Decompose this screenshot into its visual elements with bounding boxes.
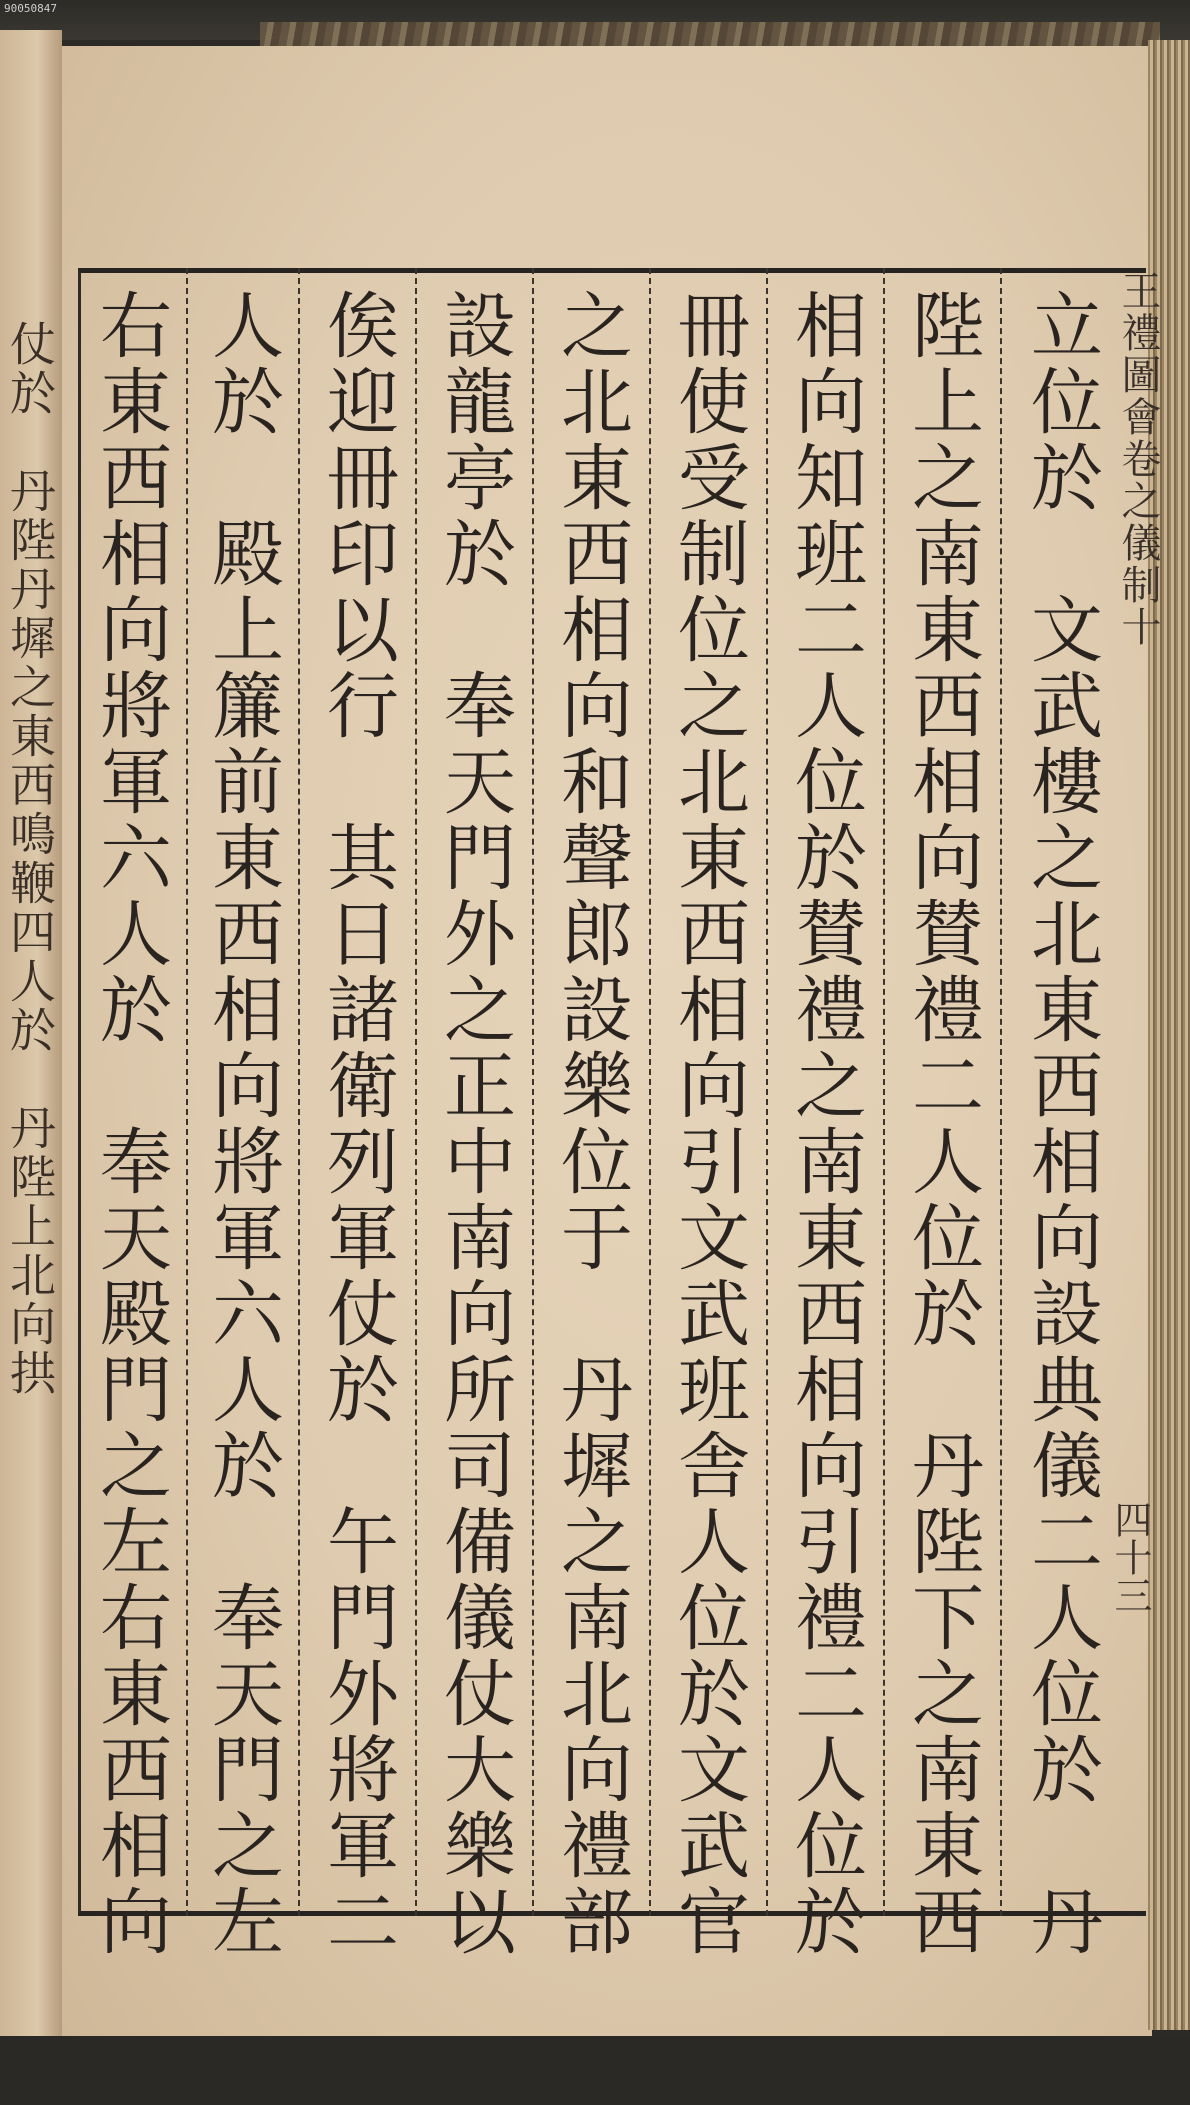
text-column-5: 之北東西相向和聲郎設樂位于 丹墀之南北向禮部 xyxy=(549,288,633,1960)
column-divider xyxy=(298,268,300,1916)
scan-id-stamp: 90050847 xyxy=(4,2,57,15)
column-divider xyxy=(766,268,768,1916)
column-divider xyxy=(649,268,651,1916)
previous-page-text: 仗於 丹陛丹墀之東西鳴鞭四人於 丹陛上北向拱 xyxy=(3,320,57,1398)
folio-number: 四十三 xyxy=(1108,1500,1152,1614)
marbled-edge xyxy=(260,22,1160,48)
text-column-6: 設龍亭於 奉天門外之正中南向所司備儀仗大樂以 xyxy=(432,288,516,1960)
previous-page-edge xyxy=(0,30,62,2040)
text-column-1: 立位於 文武樓之北東西相向設典儀二人位於 丹 xyxy=(1019,288,1103,1960)
column-divider xyxy=(1000,268,1002,1916)
column-divider xyxy=(532,268,534,1916)
margin-title: 王禮圖會卷之儀制十 xyxy=(1115,270,1161,648)
text-column-7: 俟迎冊印以行 其日諸衛列軍仗於 午門外將軍二 xyxy=(315,288,399,1960)
text-column-4: 冊使受制位之北東西相向引文武班舎人位於文武官 xyxy=(666,288,750,1960)
text-column-8: 人於 殿上簾前東西相向將軍六人於 奉天門之左 xyxy=(200,288,284,1960)
text-column-9: 右東西相向將軍六人於 奉天殿門之左右東西相向 xyxy=(88,288,172,1960)
column-divider xyxy=(415,268,417,1916)
book-bottom-edge xyxy=(0,2036,1190,2105)
column-divider xyxy=(883,268,885,1916)
text-column-3: 相向知班二人位於賛禮之南東西相向引禮二人位於 xyxy=(783,288,867,1960)
column-divider xyxy=(186,268,188,1916)
text-column-2: 陛上之南東西相向賛禮二人位於 丹陛下之南東西 xyxy=(900,288,984,1960)
